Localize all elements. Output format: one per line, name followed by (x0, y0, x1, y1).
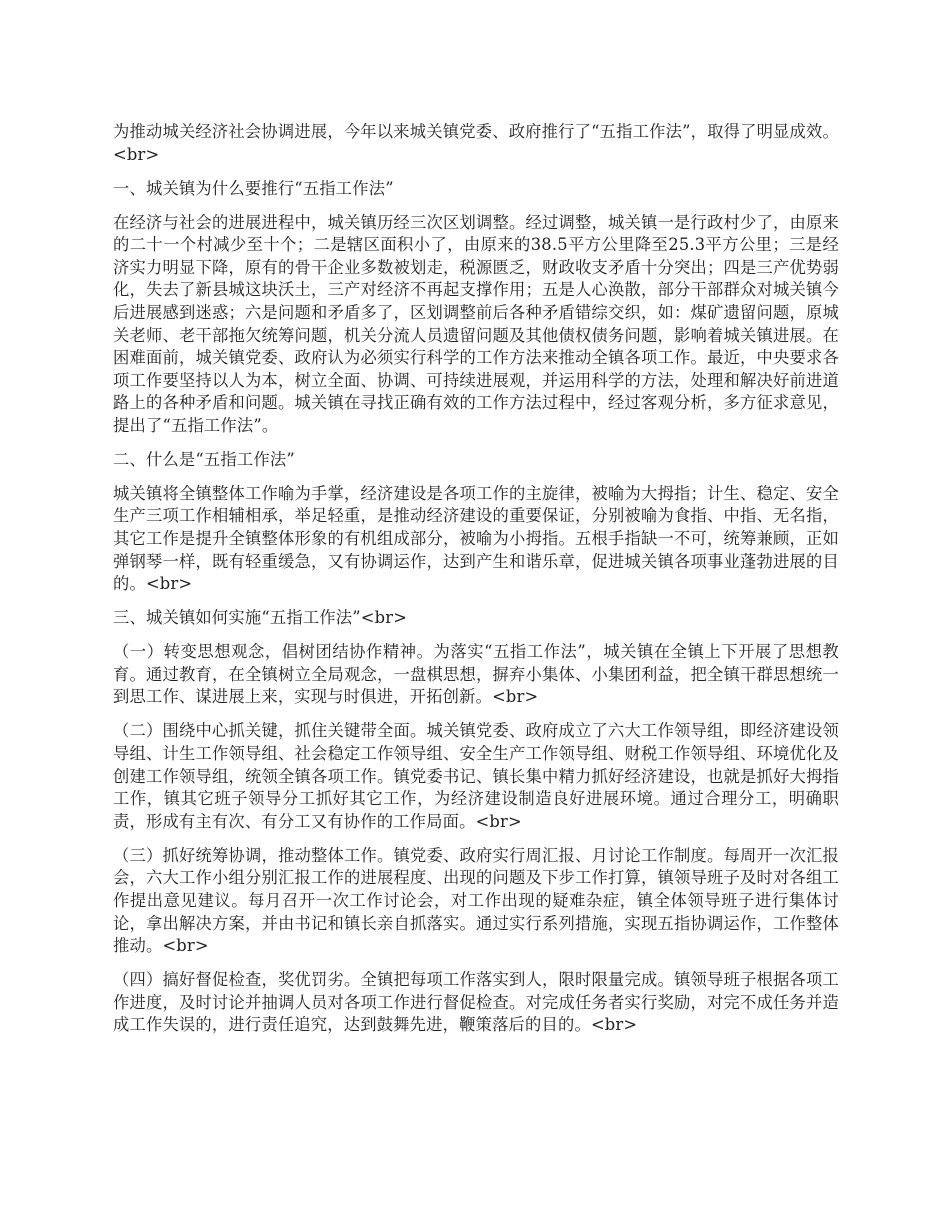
section-heading-1: 一、城关镇为什么要推行“五指工作法” (113, 178, 394, 198)
body-paragraph: 城关镇将全镇整体工作喻为手掌，经济建设是各项工作的主旋律，被喻为大拇指；计生、稳定、安全生产三项工作相辅相承，举足轻重，是推动经济建设的重要保证，分别被喻为食指、中指、无名指，其它工作是提升全镇整体形象的有机组成部分，被喻为小拇指。五根手指缺一不可，统筹兼顾，正如弹钢琴一样，既有轻重缓急，又有协调运作，达到产生和谐乐章，促进城关镇各项事业蓬勃进展的目的。<br> (113, 483, 839, 594)
body-paragraph: （一）转变思想观念，倡树团结协作精神。为落实“五指工作法”，城关镇在全镇上下开展了思想教育。通过教育，在全镇树立全局观念，一盘棋思想，摒弃小集体、小集团利益，把全镇干群思想统一到思工作、谋进展上来，实现与时俱进，开拓创新。<br> (113, 642, 839, 707)
section-heading-3: 三、城关镇如何实施“五指工作法”<br> (113, 608, 408, 628)
body-paragraph: 在经济与社会的进展进程中，城关镇历经三次区划调整。经过调整，城关镇一是行政村少了，由原来的二十一个村减少至十个；二是辖区面积小了，由原来的38.5平方公里降至25.3平方公里；三是经济实力明显下降，原有的骨干企业多数被划走，税源匮乏，财政收支矛盾十分突出；四是三产优势弱化，失去了新县城这块沃土，三产对经济不再起支撑作用；五是人心涣散，部分干部群众对城关镇今后进展感到迷惑；六是问题和矛盾多了，区划调整前后各种矛盾错综交织，如：煤矿遗留问题，原城关老师、老干部拖欠统筹问题，机关分流人员遗留问题及其他债权债务问题，影响着城关镇进展。在困难面前，城关镇党委、政府认为必须实行科学的工作方法来推动全镇各项工作。最近，中央要求各项工作要坚持以人为本，树立全面、协调、可持续进展观，并运用科学的方法，处理和解决好前进道路上的各种矛盾和问题。城关镇在寻找正确有效的工作方法过程中，经过客观分析，多方征求意见，提出了“五指工作法”。 (113, 212, 839, 435)
body-paragraph: （三）抓好统筹协调，推动整体工作。镇党委、政府实行周汇报、月讨论工作制度。每周开一次汇报会，六大工作小组分别汇报工作的进展程度、出现的问题及下步工作打算，镇领导班子及时对各组工作提出意见建议。每月召开一次工作讨论会，对工作出现的疑难杂症，镇全体领导班子进行集体讨论，拿出解决方案，并由书记和镇长亲自抓落实。通过实行系列措施，实现五指协调运作，工作整体推动。<br> (113, 845, 839, 956)
intro-paragraph: 为推动城关经济社会协调进展，今年以来城关镇党委、政府推行了“五指工作法”，取得了明显成效。<br> (113, 122, 839, 164)
body-paragraph: （二）围绕中心抓关键，抓住关键带全面。城关镇党委、政府成立了六大工作领导组，即经济建设领导组、计生工作领导组、社会稳定工作领导组、安全生产工作领导组、财税工作领导组、环境优化及创建工作领导组，统领全镇各项工作。镇党委书记、镇长集中精力抓好经济建设，也就是抓好大拇指工作，镇其它班子领导分工抓好其它工作，为经济建设制造良好进展环境。通过合理分工，明确职责，形成有主有次、有分工又有协作的工作局面。<br> (113, 721, 839, 831)
section-heading-2: 二、什么是“五指工作法” (113, 449, 295, 469)
document-body (113, 121, 839, 1048)
body-paragraph: （四）搞好督促检查，奖优罚劣。全镇把每项工作落实到人，限时限量完成。镇领导班子根据各项工作进度，及时讨论并抽调人员对各项工作进行督促检查。对完成任务者实行奖励，对完不成任务并造成工作失误的，进行责任追究，达到鼓舞先进，鞭策落后的目的。<br> (113, 970, 839, 1035)
